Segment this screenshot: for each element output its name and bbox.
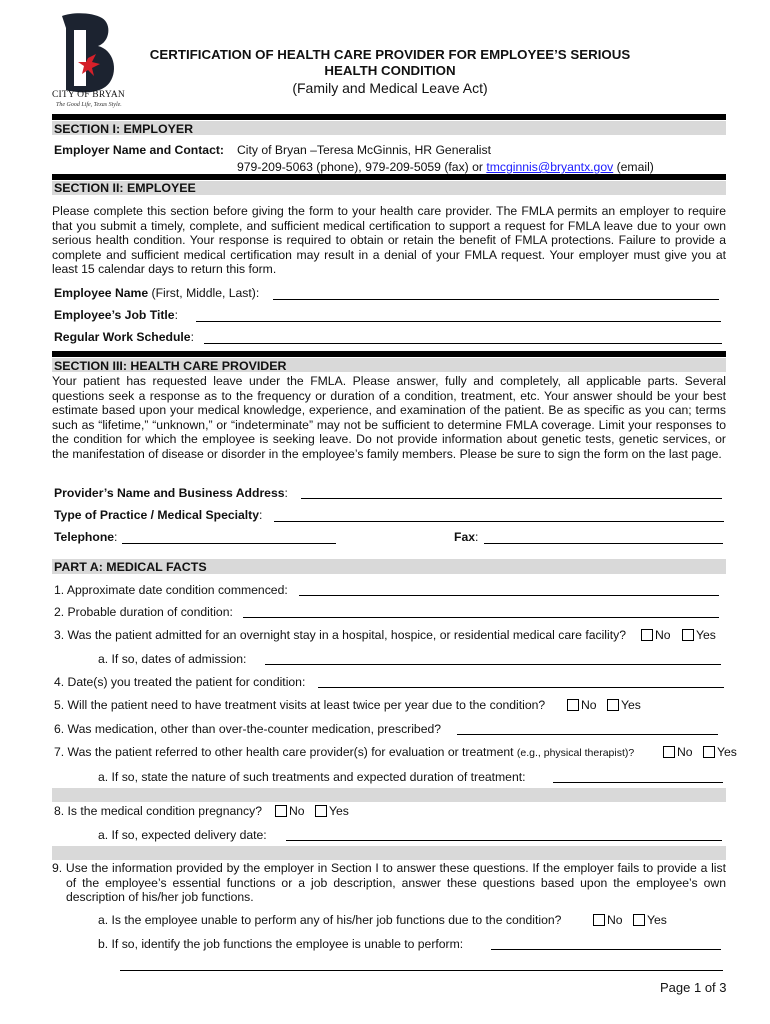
q3a-label: a. If so, dates of admission: xyxy=(98,652,247,666)
q8a-label: a. If so, expected delivery date: xyxy=(98,828,267,842)
q6-field[interactable] xyxy=(457,734,718,735)
q2-label: 2. Probable duration of condition: xyxy=(54,605,233,619)
form-title-line2: HEALTH CONDITION xyxy=(324,63,456,78)
fax-field[interactable] xyxy=(484,543,723,544)
telephone-field[interactable] xyxy=(122,543,336,544)
q9b-field-continued[interactable] xyxy=(120,970,723,971)
q4-label: 4. Date(s) you treated the patient for condition: xyxy=(54,675,306,689)
q5-label: 5. Will the patient need to have treatment visits at least twice per year due to the condition? xyxy=(54,698,546,712)
q3-no-checkbox[interactable] xyxy=(641,629,653,641)
q1-label: 1. Approximate date condition commenced: xyxy=(54,583,288,597)
q9b-field[interactable] xyxy=(491,949,721,950)
q4-field[interactable] xyxy=(318,687,724,688)
q7-hint: (e.g., physical therapist)? xyxy=(516,747,635,759)
employer-email-link[interactable]: tmcginnis@bryantx.gov xyxy=(486,160,614,174)
q9a-label: a. Is the employee unable to perform any of his/her job functions due to the condition? xyxy=(98,913,562,927)
q7-no-checkbox[interactable] xyxy=(663,746,675,758)
page-number: Page 1 of 3 xyxy=(660,980,727,995)
q3-label: 3. Was the patient admitted for an overnight stay in a hospital, hospice, or residential medical care facility? xyxy=(54,628,626,642)
section2-instructions: Please complete this section before giving the form to your health care provider. The FMLA permits an employer to require that you submit a timely, complete, and sufficient medical certification to support a request for FMLA leave due to your own serious health condition. Your response is required to obtain or retain the benefit of FMLA protections. Failure to provide a complete and sufficient medical certification may result in a denial of your FMLA request. Your employer must give you at least 15 calendar days to return this form. xyxy=(52,204,726,277)
provider-name-label: Provider’s Name and Business Address: xyxy=(54,486,288,500)
employer-contact-phone-line xyxy=(237,160,654,174)
q7a-field[interactable] xyxy=(553,782,723,783)
section3-heading: SECTION III: HEALTH CARE PROVIDER xyxy=(54,359,287,373)
work-schedule-label: Regular Work Schedule: xyxy=(54,330,194,344)
divider-bar xyxy=(52,788,726,802)
q3-yes-label: Yes xyxy=(696,628,716,642)
telephone-label: Telephone: xyxy=(54,530,118,544)
q5-no-checkbox[interactable] xyxy=(567,699,579,711)
q9-text: 9. Use the information provided by the employer in Section I to answer these questions. If the employer fails to provide a list of the employee’s essential functions or a job description, answer these questions based upon the employee’s own description of his/her job functions. xyxy=(52,861,726,905)
q9a-yes-label: Yes xyxy=(647,913,667,927)
q5-yes-label: Yes xyxy=(621,698,641,712)
q7-yes-checkbox[interactable] xyxy=(703,746,715,758)
q7-label: 7. Was the patient referred to other health care provider(s) for evaluation or treatment (e.g., physical therapist)? xyxy=(54,745,635,759)
form-title-line1: CERTIFICATION OF HEALTH CARE PROVIDER FOR EMPLOYEE’S SERIOUS xyxy=(149,47,631,62)
practice-label: Type of Practice / Medical Specialty: xyxy=(54,508,263,522)
section3-instructions: Your patient has requested leave under the FMLA. Please answer, fully and completely, all applicable parts. Several questions seek a response as to the frequency or duration of a condition, treatment, etc. Your answer should be your best estimate based upon your medical knowledge, experience, and examination of the patient. Be as specific as you can; terms such as “lifetime,” “unknown,” or “indeterminate” may not be sufficient to determine FMLA coverage. Limit your responses to the condition for which the employee is seeking leave. Do not provide information about genetic tests, genetic services, or the manifestation of disease or disorder in the employee’s family members. Please be sure to sign the form on the last page. xyxy=(52,374,726,461)
employee-name-field[interactable] xyxy=(273,299,719,300)
q3-yes-checkbox[interactable] xyxy=(682,629,694,641)
job-title-label: Employee’s Job Title: xyxy=(54,308,178,322)
logo-city-name: CITY OF BRYAN xyxy=(52,90,125,100)
q8-label: 8. Is the medical condition pregnancy? xyxy=(54,804,262,818)
practice-field[interactable] xyxy=(274,521,724,522)
employee-name-label: Employee Name (First, Middle, Last): xyxy=(54,286,260,300)
employer-phone: 979-209-5063 (phone), 979-209-5059 (fax) or xyxy=(237,160,487,174)
q3a-field[interactable] xyxy=(265,664,721,665)
q9b-label: b. If so, identify the job functions the employee is unable to perform: xyxy=(98,937,464,951)
job-title-field[interactable] xyxy=(196,321,721,322)
q9a-yes-checkbox[interactable] xyxy=(633,914,645,926)
q9a-no-checkbox[interactable] xyxy=(593,914,605,926)
section2-heading: SECTION II: EMPLOYEE xyxy=(54,181,196,195)
q2-field[interactable] xyxy=(243,617,719,618)
divider-bar xyxy=(52,846,726,860)
employer-contact-value: City of Bryan –Teresa McGinnis, HR Generalist xyxy=(237,143,491,157)
employer-contact-label: Employer Name and Contact: xyxy=(54,143,224,157)
form-subtitle: (Family and Medical Leave Act) xyxy=(292,80,488,96)
q7-yes-label: Yes xyxy=(717,745,737,759)
q8-no-checkbox[interactable] xyxy=(275,805,287,817)
q3-no-label: No xyxy=(655,628,671,642)
q9a-no-label: No xyxy=(607,913,623,927)
q7-no-label: No xyxy=(677,745,693,759)
provider-name-field[interactable] xyxy=(301,498,722,499)
section-rule xyxy=(52,351,726,357)
q1-field[interactable] xyxy=(299,595,719,596)
q8-yes-label: Yes xyxy=(329,804,349,818)
q8a-field[interactable] xyxy=(286,840,722,841)
work-schedule-field[interactable] xyxy=(204,343,722,344)
q5-no-label: No xyxy=(581,698,597,712)
q7a-label: a. If so, state the nature of such treatments and expected duration of treatment: xyxy=(98,770,526,784)
part-a-heading: PART A: MEDICAL FACTS xyxy=(54,560,207,574)
q6-label: 6. Was medication, other than over-the-counter medication, prescribed? xyxy=(54,722,442,736)
logo-tagline: The Good Life, Texas Style. xyxy=(56,102,122,108)
section-rule xyxy=(52,174,726,180)
section1-heading: SECTION I: EMPLOYER xyxy=(54,122,194,136)
email-suffix: (email) xyxy=(613,160,654,174)
q8-yes-checkbox[interactable] xyxy=(315,805,327,817)
q5-yes-checkbox[interactable] xyxy=(607,699,619,711)
fax-label: Fax: xyxy=(454,530,479,544)
q8-no-label: No xyxy=(289,804,305,818)
section-rule xyxy=(52,114,726,120)
